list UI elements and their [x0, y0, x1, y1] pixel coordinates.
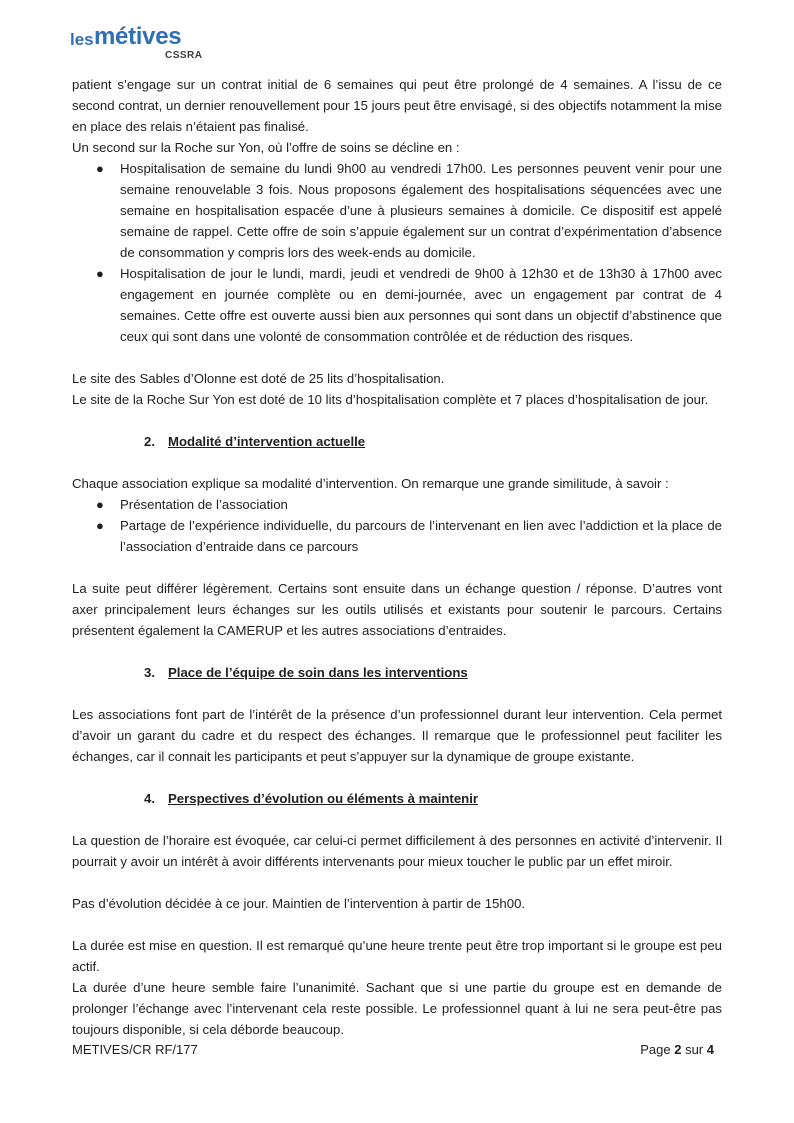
- paragraph-place: Les associations font part de l’intérêt de la présence d’un professionnel durant leur intervention. Cela permet d’avoir un garant du cadre et du respect des échanges. Il remarque que le professionnel peut faciliter les échanges, car il connait les participants et peut s’appuyer sur la dynamique de groupe existante.: [72, 707, 722, 764]
- paragraph-evolution: Pas d’évolution décidée à ce jour. Maintien de l’intervention à partir de 15h00.: [72, 896, 526, 911]
- document-body: [72, 74, 722, 1040]
- logo-cssra-text: CSSRA: [165, 50, 203, 61]
- section-title: Modalité d’intervention actuelle: [168, 434, 366, 449]
- spacer: [72, 767, 722, 788]
- list-item: [72, 263, 722, 347]
- paragraph-horaire: La question de l’horaire est évoquée, car celui-ci permet difficilement à des personnes en activité d’intervenir. Il pourrait y avoir un intérêt à avoir différents intervenants pour mieux toucher le public par un effet miroir.: [72, 833, 722, 869]
- bullet-list-offers: [72, 158, 722, 347]
- bullet-icon: ●: [96, 266, 104, 281]
- spacer: [72, 347, 722, 368]
- paragraph-intro-roche: Un second sur la Roche sur Yon, où l’offre de soins se décline en :: [72, 140, 460, 155]
- list-item: [72, 494, 722, 515]
- page-word: Page: [640, 1042, 671, 1057]
- bullet-icon: ●: [96, 518, 104, 533]
- spacer: [72, 872, 722, 893]
- paragraph-duree-2: La durée d’une heure semble faire l’unanimité. Sachant que si une partie du groupe est en demande de prolonger l’échange avec l’intervenant cela reste possible. Le professionnel quant à lui ne sera peut-être pas toujours disponible, si cela déborde beaucoup.: [72, 980, 722, 1037]
- bullet-list-modalite: [72, 494, 722, 557]
- document-reference: METIVES/CR RF/177: [72, 1042, 198, 1057]
- spacer: [72, 683, 722, 704]
- list-item-text: Présentation de l’association: [120, 497, 288, 512]
- section-number: 3.: [144, 665, 155, 680]
- metives-logo: [70, 24, 210, 64]
- logo-metives-text: métives: [94, 23, 182, 50]
- bullet-icon: ●: [96, 161, 104, 176]
- spacer: [72, 452, 722, 473]
- spacer: [72, 410, 722, 431]
- sur-word: sur: [685, 1042, 704, 1057]
- paragraph-intro-contract: patient s’engage sur un contrat initial de 6 semaines qui peut être prolongé de 4 semaines. A l’issu de ce second contrat, un dernier renouvellement pour 15 jours peut être envisagé, si des objectifs notamment la mise en place des relais n’étaient pas finalisé.: [72, 77, 722, 134]
- paragraph-duree-1: La durée est mise en question. Il est remarqué qu’une heure trente peut être trop important si le groupe est peu actif.: [72, 938, 722, 974]
- spacer: [72, 641, 722, 662]
- section-heading-3: [72, 662, 722, 683]
- section-heading-4: [72, 788, 722, 809]
- section-title: Place de l’équipe de soin dans les interventions: [168, 665, 468, 680]
- section-title: Perspectives d’évolution ou éléments à maintenir: [168, 791, 479, 806]
- section-heading-2: [72, 431, 722, 452]
- section-number: 2.: [144, 434, 155, 449]
- spacer: [72, 557, 722, 578]
- list-item: [72, 515, 722, 557]
- paragraph-modalite: Chaque association explique sa modalité d’intervention. On remarque une grande similitude, à savoir :: [72, 476, 669, 491]
- list-item-text: Hospitalisation de jour le lundi, mardi, jeudi et vendredi de 9h00 à 12h30 et de 13h30 à 17h00 avec engagement en journée complète ou en demi-journée, avec un engagement par contrat de 4 semaines. Cette offre est ouverte aussi bien aux personnes qui sont dans un objectif d’abstinence que ceux qui sont dans une volonté de consommation contrôlée et de réduction des risques.: [120, 266, 722, 344]
- list-item-text: Partage de l’expérience individuelle, du parcours de l’intervenant en lien avec l’addiction et la place de l’association d’entraide dans ce parcours: [120, 518, 722, 554]
- paragraph-sites-roche: Le site de la Roche Sur Yon est doté de 10 lits d’hospitalisation complète et 7 places d’hospitalisation de jour.: [72, 392, 709, 407]
- page-number: [640, 1042, 714, 1057]
- spacer: [72, 914, 722, 935]
- section-number: 4.: [144, 791, 155, 806]
- logo-les-text: les: [70, 30, 94, 49]
- current-page: 2: [674, 1042, 682, 1057]
- list-item: [72, 158, 722, 263]
- bullet-icon: ●: [96, 497, 104, 512]
- list-item-text: Hospitalisation de semaine du lundi 9h00 au vendredi 17h00. Les personnes peuvent venir pour une semaine renouvelable 3 fois. Nous proposons également des hospitalisations séquencées avec une semaine en hospitalisation espacée d’une à plusieurs semaines à domicile. Ce dispositif est appelé semaine de rappel. Cette offre de soin s’appuie également sur un contrat d’expérimentation d’absence de consommation y compris lors des week-ends au domicile.: [120, 161, 722, 260]
- total-pages: 4: [706, 1042, 714, 1057]
- paragraph-sites-sables: Le site des Sables d’Olonne est doté de 25 lits d’hospitalisation.: [72, 371, 445, 386]
- paragraph-suite: La suite peut différer légèrement. Certains sont ensuite dans un échange question / réponse. D’autres vont axer principalement leurs échanges sur les outils utilisés et existants pour soutenir le parcours. Certains présentent également la CAMERUP et les autres associations d’entraides.: [72, 581, 722, 638]
- spacer: [72, 809, 722, 830]
